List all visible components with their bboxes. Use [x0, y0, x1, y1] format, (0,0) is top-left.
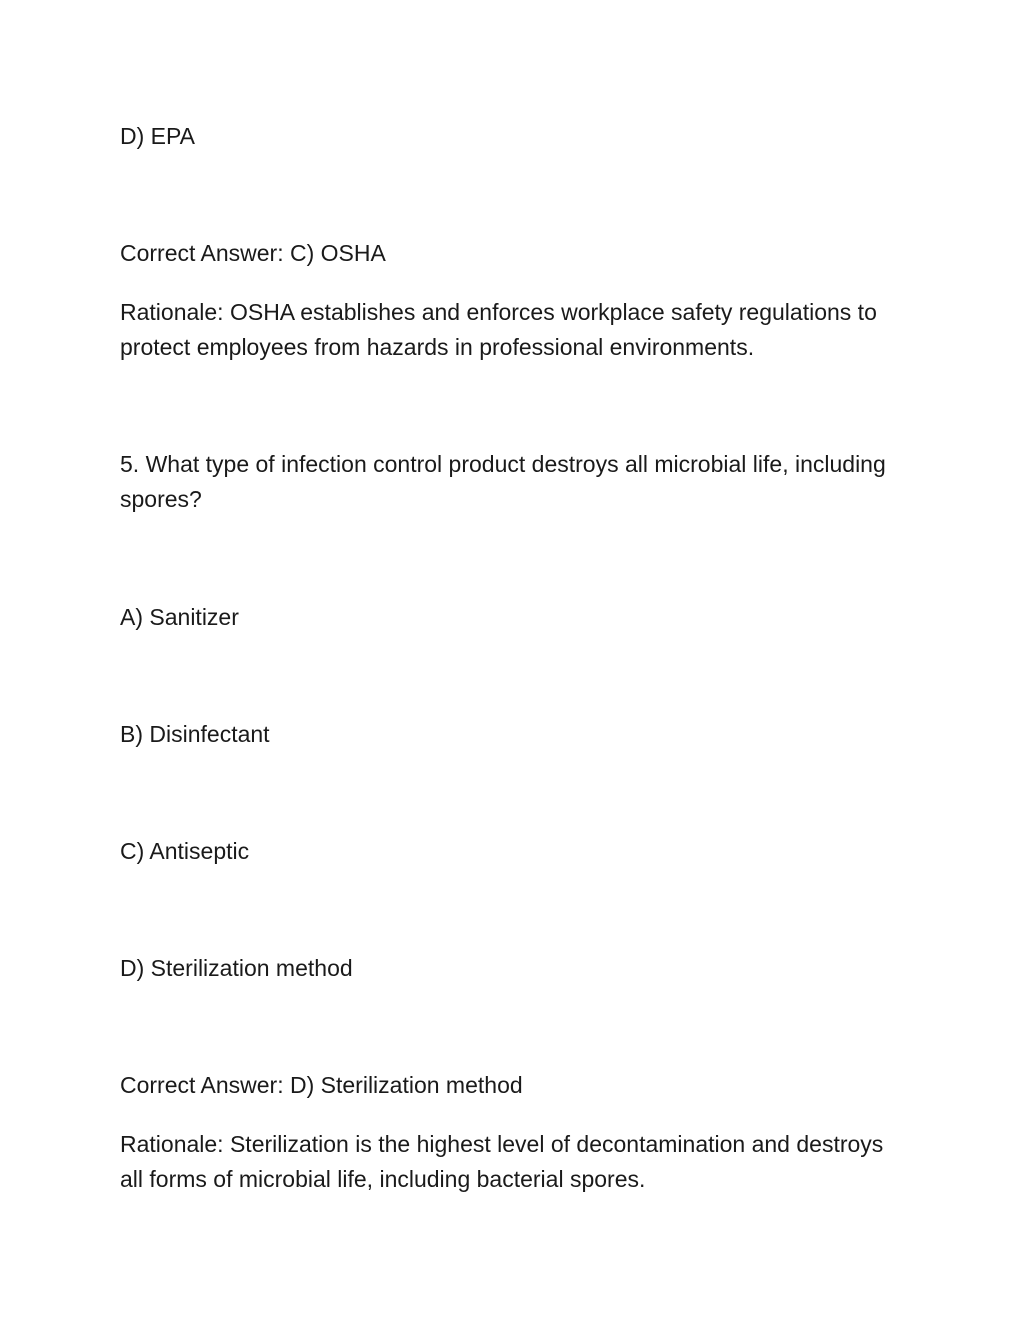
q5-question: 5. What type of infection control product destroys all microbial life, including spores? — [120, 451, 886, 512]
q5-correct-answer: Correct Answer: D) Sterilization method — [120, 1072, 523, 1098]
q5-option-a: A) Sanitizer — [120, 604, 239, 630]
q4-rationale: Rationale: OSHA establishes and enforces workplace safety regulations to protect employees from hazards in professional environments. — [120, 299, 877, 360]
q5-option-d: D) Sterilization method — [120, 955, 353, 981]
answer-option-d-epa: D) EPA — [120, 123, 195, 149]
q5-rationale: Rationale: Sterilization is the highest level of decontamination and destroys all forms of microbial life, including bacterial spores. — [120, 1131, 884, 1192]
q5-option-c: C) Antiseptic — [120, 838, 250, 864]
q5-option-b: B) Disinfectant — [120, 721, 270, 747]
q4-correct-answer: Correct Answer: C) OSHA — [120, 240, 386, 266]
